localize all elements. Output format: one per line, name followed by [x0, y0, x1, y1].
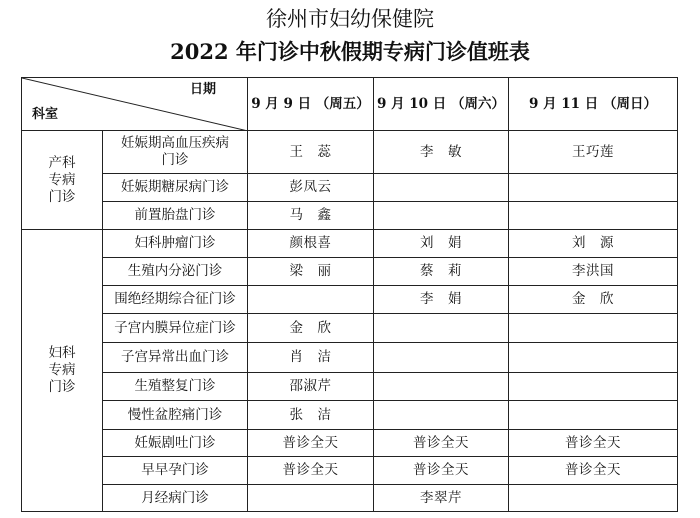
- table-row: [22, 401, 678, 430]
- duty-schedule-table: [21, 77, 678, 512]
- date-header-1: 9 月 10 日 （周六）: [374, 78, 509, 131]
- doctor-cell-day-3: 普诊全天: [509, 457, 678, 485]
- diagonal-header-cell: [22, 78, 248, 131]
- date-axis-label: 日期: [189, 82, 216, 97]
- table-row: [22, 286, 678, 314]
- clinic-name-cell: 月经病门诊: [103, 485, 248, 512]
- doctor-cell-day-1: 马 鑫: [248, 202, 374, 230]
- category-cell: 妇科 专病 门诊: [22, 230, 103, 512]
- table-row: [22, 230, 678, 258]
- doctor-cell-day-2: 蔡 莉: [374, 258, 509, 286]
- doctor-cell-day-1: 普诊全天: [248, 430, 374, 457]
- doctor-cell-day-1: 彭凤云: [248, 174, 374, 202]
- hospital-title: 徐州市妇幼保健院: [266, 7, 434, 31]
- clinic-name-cell: 慢性盆腔痛门诊: [103, 401, 248, 430]
- doctor-cell-day-2: 普诊全天: [374, 430, 509, 457]
- clinic-name-cell: 子宫内膜异位症门诊: [103, 314, 248, 343]
- doctor-cell-day-1: 邵淑芹: [248, 373, 374, 401]
- table-row: [22, 485, 678, 512]
- dept-axis-label: 科室: [32, 107, 59, 122]
- clinic-name-cell: 前置胎盘门诊: [103, 202, 248, 230]
- clinic-name-cell: 妊娠期高血压疾病 门诊: [103, 131, 248, 174]
- doctor-cell-day-3: 金 欣: [509, 286, 678, 314]
- doctor-cell-day-2: [374, 343, 509, 373]
- doctor-cell-day-3: [509, 485, 678, 512]
- clinic-name-cell: 生殖内分泌门诊: [103, 258, 248, 286]
- doctor-cell-day-2: [374, 373, 509, 401]
- doctor-cell-day-3: [509, 202, 678, 230]
- doctor-cell-day-1: 梁 丽: [248, 258, 374, 286]
- clinic-name-cell: 妊娠剧吐门诊: [103, 430, 248, 457]
- header-row: [22, 78, 678, 131]
- doctor-cell-day-1: 颜根喜: [248, 230, 374, 258]
- table-row: [22, 373, 678, 401]
- table-row: [22, 174, 678, 202]
- doctor-cell-day-2: 刘 娟: [374, 230, 509, 258]
- doctor-cell-day-2: 李 娟: [374, 286, 509, 314]
- doctor-cell-day-1: 肖 洁: [248, 343, 374, 373]
- table-row: [22, 430, 678, 457]
- table-row: [22, 202, 678, 230]
- doctor-cell-day-3: [509, 373, 678, 401]
- date-header-2: 9 月 11 日 （周日）: [509, 78, 678, 131]
- doctor-cell-day-1: 普诊全天: [248, 457, 374, 485]
- doctor-cell-day-1: 金 欣: [248, 314, 374, 343]
- doctor-cell-day-3: 王巧莲: [509, 131, 678, 174]
- doctor-cell-day-3: [509, 401, 678, 430]
- doctor-cell-day-1: 张 洁: [248, 401, 374, 430]
- doctor-cell-day-3: 刘 源: [509, 230, 678, 258]
- clinic-name-cell: 妇科肿瘤门诊: [103, 230, 248, 258]
- clinic-name-cell: 子宫异常出血门诊: [103, 343, 248, 373]
- table-row: [22, 343, 678, 373]
- doctor-cell-day-3: [509, 343, 678, 373]
- clinic-name-cell: 早早孕门诊: [103, 457, 248, 485]
- doctor-cell-day-2: [374, 202, 509, 230]
- doctor-cell-day-1: 王 蕊: [248, 131, 374, 174]
- doctor-cell-day-1: [248, 286, 374, 314]
- category-cell: 产科 专病 门诊: [22, 131, 103, 230]
- doctor-cell-day-2: [374, 401, 509, 430]
- doctor-cell-day-3: 普诊全天: [509, 430, 678, 457]
- table-row: [22, 457, 678, 485]
- schedule-title: 2022 年门诊中秋假期专病门诊值班表: [170, 39, 530, 64]
- doctor-cell-day-2: [374, 174, 509, 202]
- table-row: [22, 131, 678, 174]
- table-row: [22, 314, 678, 343]
- doctor-cell-day-2: [374, 314, 509, 343]
- doctor-cell-day-3: [509, 314, 678, 343]
- table-row: [22, 258, 678, 286]
- date-header-0: 9 月 9 日 （周五）: [248, 78, 374, 131]
- doctor-cell-day-2: 普诊全天: [374, 457, 509, 485]
- clinic-name-cell: 生殖整复门诊: [103, 373, 248, 401]
- clinic-name-cell: 妊娠期糖尿病门诊: [103, 174, 248, 202]
- clinic-name-cell: 围绝经期综合征门诊: [103, 286, 248, 314]
- doctor-cell-day-2: 李 敏: [374, 131, 509, 174]
- doctor-cell-day-3: [509, 174, 678, 202]
- doctor-cell-day-2: 李翠芹: [374, 485, 509, 512]
- doctor-cell-day-1: [248, 485, 374, 512]
- doctor-cell-day-3: 李洪国: [509, 258, 678, 286]
